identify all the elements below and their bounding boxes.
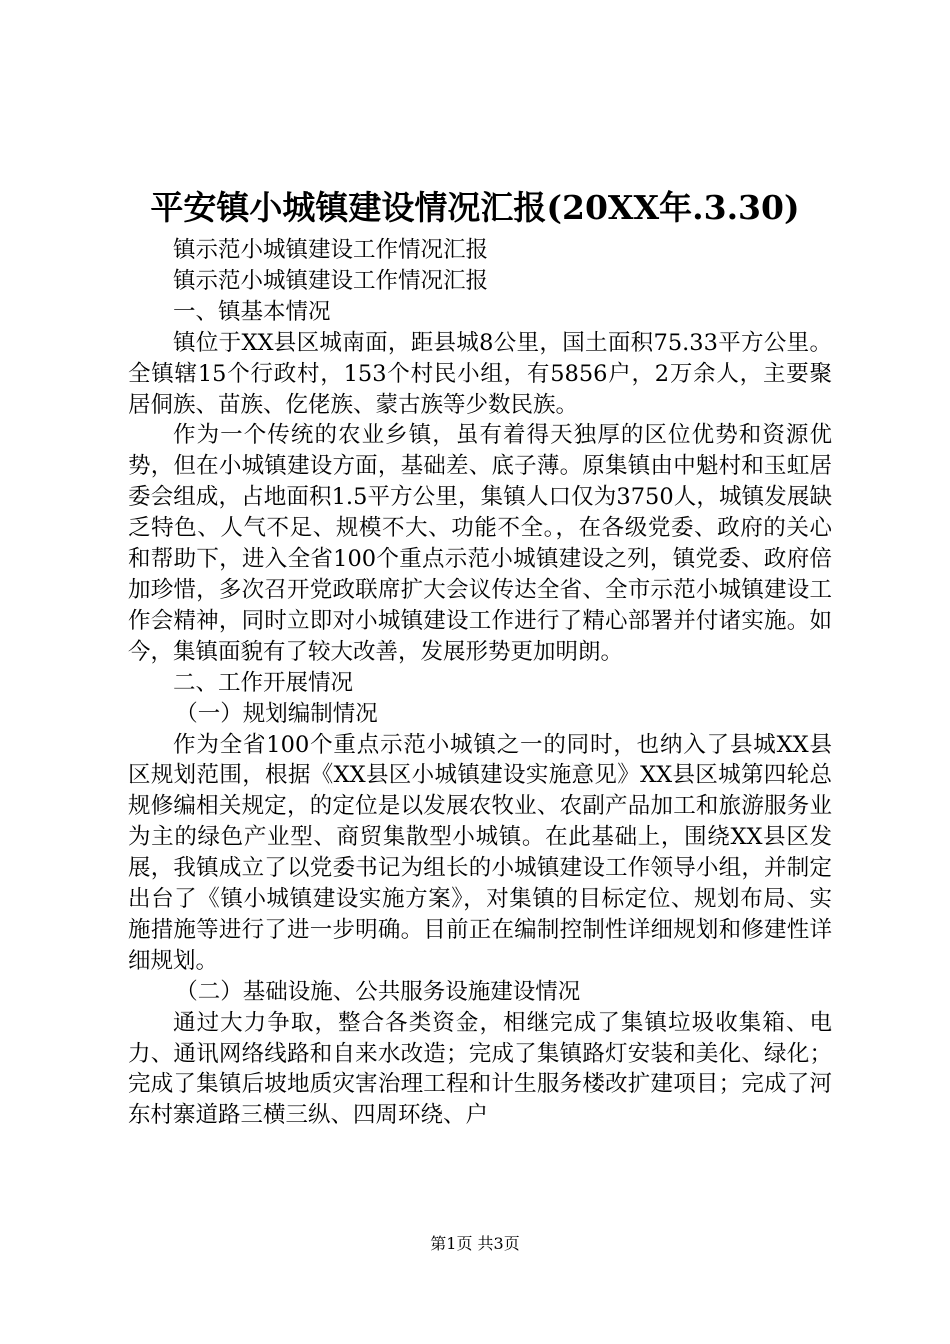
paragraph-planning: 作为全省100个重点示范小城镇之一的同时，也纳入了县城XX县区规划范围，根据《XX县区小城镇建设实施意见》XX县区城第四轮总规修编相关规定，的定位是以发展农牧业、农副产品加工和旅游服务业为主的绿色产业型、商贸集散型小城镇。在此基础上，围绕XX县区发展，我镇成立了以党委书记为组长的小城镇建设工作领导小组，并制定出台了《镇小城镇建设实施方案》，对集镇的目标定位、规划布局、实施措施等进行了进一步明确。目前正在编制控制性详细规划和修建性详细规划。 [128,731,832,974]
document-body [128,235,832,1131]
paragraph-subtitle-1: 镇示范小城镇建设工作情况汇报 [173,237,489,263]
paragraph-basic-info: 镇位于XX县区城南面，距县城8公里，国土面积75.33平方公里。全镇辖15个行政村，153个村民小组，有5856户，2万余人，主要聚居侗族、苗族、仡佬族、蒙古族等少数民族。 [128,329,832,418]
paragraph-subtitle-2: 镇示范小城镇建设工作情况汇报 [173,267,489,294]
page-footer: 第1页 共3页 [430,1234,520,1253]
section-heading-basic-info: 一、镇基本情况 [173,298,331,325]
section-heading-work-progress: 二、工作开展情况 [173,669,354,696]
paragraph-infrastructure: 通过大力争取，整合各类资金，相继完成了集镇垃圾收集箱、电力、通讯网络线路和自来水改造；完成了集镇路灯安装和美化、绿化；完成了集镇后坡地质灾害治理工程和计生服务楼改扩建项目；完成了河东村寨道路三横三纵、四周环绕、户 [128,1009,832,1129]
document-title: 平安镇小城镇建设情况汇报(20XX年.3.30) [150,188,800,227]
subsection-heading-infrastructure: （二）基础设施、公共服务设施建设情况 [175,978,581,1005]
subsection-heading-planning: （一）规划编制情况 [175,700,378,727]
paragraph-background: 作为一个传统的农业乡镇，虽有着得天独厚的区位优势和资源优势，但在小城镇建设方面，基础差、底子薄。原集镇由中魁村和玉虹居委会组成，占地面积1.5平方公里，集镇人口仅为3750人，城镇发展缺乏特色、人气不足、规模不大、功能不全。，在各级党委、政府的关心和帮助下，进入全省100个重点示范小城镇建设之列，镇党委、政府倍加珍惜，多次召开党政联席扩大会议传达全省、全市示范小城镇建设工作会精神，同时立即对小城镇建设工作进行了精心部署并付诸实施。如今，集镇面貌有了较大改善，发展形势更加明朗。 [128,422,832,665]
